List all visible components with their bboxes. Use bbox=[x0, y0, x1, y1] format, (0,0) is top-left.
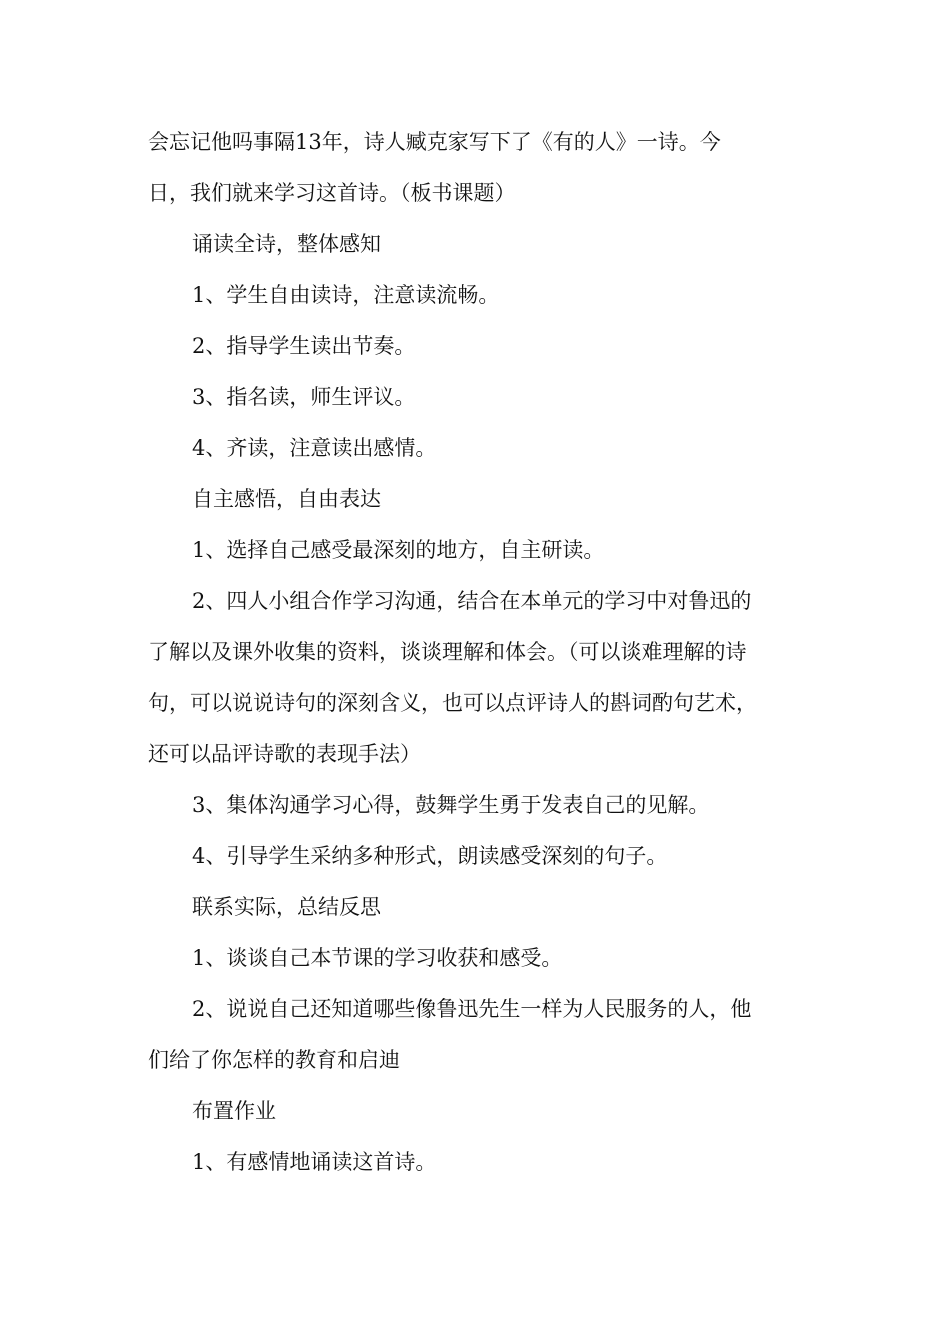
list-item: 1、有感情地诵读这首诗。 bbox=[192, 1150, 437, 1174]
list-item: 2、四人小组合作学习沟通，结合在本单元的学习中对鲁迅的 bbox=[192, 589, 752, 613]
document-body bbox=[148, 117, 798, 1188]
section-heading: 诵读全诗，整体感知 bbox=[192, 232, 381, 256]
list-item: 3、指名读，师生评议。 bbox=[192, 385, 416, 409]
text-line: 日，我们就来学习这首诗。（板书课题） bbox=[148, 181, 516, 205]
section-heading: 自主感悟，自由表达 bbox=[192, 487, 381, 511]
list-item: 4、齐读，注意读出感情。 bbox=[192, 436, 437, 460]
list-item: 3、集体沟通学习心得，鼓舞学生勇于发表自己的见解。 bbox=[192, 793, 710, 817]
text-line: 句，可以说说诗句的深刻含义，也可以点评诗人的斟词酌句艺术， bbox=[148, 691, 757, 715]
section-heading: 布置作业 bbox=[192, 1099, 276, 1123]
text-line: 了解以及课外收集的资料，谈谈理解和体会。（可以谈难理解的诗 bbox=[148, 640, 747, 664]
list-item: 1、选择自己感受最深刻的地方，自主研读。 bbox=[192, 538, 605, 562]
section-heading: 联系实际，总结反思 bbox=[192, 895, 381, 919]
list-item: 1、谈谈自己本节课的学习收获和感受。 bbox=[192, 946, 563, 970]
list-item: 2、说说自己还知道哪些像鲁迅先生一样为人民服务的人，他 bbox=[192, 997, 752, 1021]
list-item: 4、引导学生采纳多种形式，朗读感受深刻的句子。 bbox=[192, 844, 668, 868]
text-line: 们给了你怎样的教育和启迪 bbox=[148, 1048, 400, 1072]
list-item: 1、学生自由读诗，注意读流畅。 bbox=[192, 283, 500, 307]
text-line: 会忘记他吗事隔13年，诗人臧克家写下了《有的人》一诗。今 bbox=[148, 130, 721, 154]
text-line: 还可以品评诗歌的表现手法） bbox=[148, 742, 421, 766]
list-item: 2、指导学生读出节奏。 bbox=[192, 334, 416, 358]
